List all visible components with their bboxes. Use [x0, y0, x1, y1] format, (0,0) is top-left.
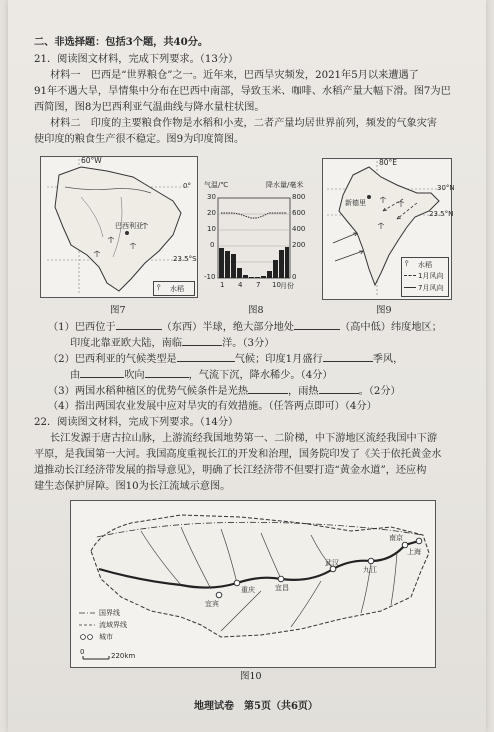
exam-page	[8, 0, 486, 732]
fig8-month-tick: 4	[238, 281, 243, 289]
q21-sub3-text: （3）两国水稻种植区的优势气候条件是光热	[48, 386, 249, 397]
rice-icon: ⫯	[405, 259, 409, 268]
fig8-precip-tick: 400	[292, 225, 306, 233]
answer-blank[interactable]	[145, 368, 189, 378]
answer-blank[interactable]	[177, 352, 235, 362]
q21-stem: 21．阅读图文材料，完成下列要求。（13分）	[34, 54, 239, 65]
fig8-temp-tick: 10	[207, 225, 216, 233]
arrow-solid-icon	[404, 287, 416, 288]
q21-sub2-text: 气候；印度1月盛行	[234, 354, 323, 365]
q21-sub1-line2	[70, 336, 274, 350]
q21-sub3	[48, 384, 401, 398]
fig8-temp-axis-label: 气温/℃	[204, 181, 229, 189]
fig8-precip-tick: 200	[292, 241, 306, 249]
q21-sub2-text: ，气流下沉，降水稀少。（4分）	[188, 370, 333, 381]
fig9-caption: 图9	[376, 305, 392, 316]
fig10-city-chongqing: 重庆	[241, 586, 255, 594]
fig10-city-nanjing: 南京	[389, 534, 403, 542]
fig7-tropic: 23.5°S	[173, 255, 197, 263]
q21-material2-line1: 材料二 印度的主要粮食作物是水稻和小麦，二者产量均居世界前列，频发的气象灾害	[50, 118, 438, 129]
q21-sub2-text: 季风，	[372, 354, 404, 365]
q21-sub2-text: 吹向	[124, 370, 145, 381]
fig10-caption: 图10	[240, 671, 262, 682]
q21-sub3-text: 。（2分）	[358, 386, 401, 397]
q21-material1-line3: 西简图，图8为巴西利亚气温曲线与降水量柱状图。	[34, 102, 265, 113]
section-title: 二、非选择题：包括3个题，共40分。	[34, 36, 209, 48]
q21-material1-line2: 91年不遇大旱，旱情集中分布在巴西中南部，导致玉米、咖啡、水稻产量大幅下滑。图7为巴	[34, 86, 451, 97]
q21-sub1-text: （东西）半球，绝大部分地处	[161, 322, 295, 333]
q21-sub2-text: 由	[70, 370, 81, 381]
fig8-month-tick: 7	[256, 281, 261, 289]
figure-9-india-map	[322, 158, 455, 300]
q21-sub2-text: （2）巴西利亚的气候类型是	[48, 354, 177, 365]
fig10-city-yichang: 宜昌	[275, 584, 289, 592]
q21-sub1-text: （1）巴西位于	[48, 322, 116, 333]
q22-para-line3: 道推动长江经济带发展的指导意见》，明确了长江经济带不但要打造“黄金水道”，还应构	[34, 465, 427, 476]
fig9-lat-tropic: 23.5°N	[429, 210, 454, 218]
fig7-legend	[153, 281, 195, 296]
answer-blank[interactable]	[294, 320, 340, 330]
q21-sub3-text: ，雨热	[288, 386, 319, 397]
q21-sub2-line1	[48, 352, 403, 366]
q21-sub1-text: （高中低）纬度地区；	[340, 322, 442, 333]
fig10-city-jiujiang: 九江	[363, 566, 377, 574]
q22-para-line2: 平原，是我国第一大河。我国高度重视长江的开发和治理，国务院印发了《关于依托黄金水	[34, 449, 442, 460]
q21-sub1-line1	[48, 320, 442, 334]
fig7-legend-rice: 水稻	[170, 285, 184, 293]
q22-para-line1: 长江发源于唐古拉山脉，上游流经我国地势第一、二阶梯，中下游地区流经我国中下游	[50, 433, 438, 444]
fig8-temp-tick: 20	[207, 209, 216, 217]
q21-sub1-text: 印度北靠亚欧大陆，南临	[70, 338, 183, 349]
fig9-longitude: 80°E	[379, 158, 398, 167]
fig8-temp-tick: -10	[204, 273, 216, 281]
page-footer: 地理试卷 第5页（共6页）	[194, 701, 318, 712]
fig8-x-unit: 月份	[280, 282, 294, 290]
fig7-city-brasilia: 巴西利亚	[115, 222, 143, 230]
answer-blank[interactable]	[319, 384, 359, 394]
fig8-temp-tick: 30	[207, 193, 216, 201]
fig7-caption: 图7	[110, 305, 126, 316]
fig7-longitude: 60°W	[81, 156, 102, 165]
fig9-lat-30: 30°N	[437, 184, 455, 192]
q22-para-line4: 建生态保护屏障。图10为长江流域示意图。	[34, 481, 231, 492]
fig9-city-newdelhi: 新德里	[345, 199, 366, 207]
fig10-scale-label: 220km	[111, 652, 136, 660]
fig7-equator: 0°	[183, 182, 191, 190]
q21-material1-line1: 材料一 巴西是“世界粮仓”之一。近年来，巴西旱灾频发，2021年5月以来遭遇了	[50, 70, 419, 81]
fig10-legend-city: 城市	[99, 633, 113, 641]
q21-sub1-text: 洋。（3分）	[222, 338, 275, 349]
q21-sub2-line2	[70, 368, 333, 382]
fig8-precip-axis-label: 降水量/毫米	[266, 181, 304, 189]
fig8-precip-tick: 0	[292, 273, 297, 281]
yangtze-basin-svg	[71, 501, 435, 667]
fig10-city-yibin: 宜宾	[205, 600, 219, 608]
answer-blank[interactable]	[248, 384, 288, 394]
q22-stem: 22．阅读图文材料，完成下列要求。（14分）	[34, 417, 239, 428]
fig8-caption: 图8	[248, 305, 264, 316]
fig8-precip-tick: 800	[292, 193, 306, 201]
figure-7-brazil-map	[40, 156, 198, 298]
fig10-legend-border: 国界线	[99, 609, 120, 617]
q21-sub4: （4）指出两国农业发展中应对旱灾的有效措施。（任答两点即可）（4分）	[48, 401, 377, 412]
rice-icon: ⫯	[157, 283, 161, 292]
fig10-scale-zero: 0	[80, 648, 85, 656]
fig9-legend	[401, 257, 449, 297]
answer-blank[interactable]	[323, 352, 373, 362]
fig9-legend-jan-wind: 1月风向	[418, 272, 444, 280]
figure-10-yangtze-basin	[70, 500, 436, 668]
fig8-temp-tick: 0	[210, 241, 215, 249]
q21-material2-line2: 使印度的粮食生产很不稳定。图9为印度简图。	[34, 134, 245, 145]
fig9-legend-jul-wind: 7月风向	[418, 284, 444, 292]
answer-blank[interactable]	[116, 320, 162, 330]
answer-blank[interactable]	[80, 368, 124, 378]
fig10-city-wuhan: 武汉	[325, 559, 339, 567]
fig9-legend-rice: 水稻	[418, 261, 432, 269]
figure-8-climate-chart	[204, 176, 312, 294]
fig8-month-tick: 1	[220, 281, 225, 289]
fig10-city-shanghai: 上海	[407, 548, 421, 556]
arrow-dashed-icon	[404, 275, 416, 276]
fig8-month-tick: 10	[272, 281, 281, 289]
fig8-precip-tick: 600	[292, 209, 306, 217]
answer-blank[interactable]	[182, 336, 222, 346]
fig10-legend-basin: 流域界线	[99, 621, 127, 629]
